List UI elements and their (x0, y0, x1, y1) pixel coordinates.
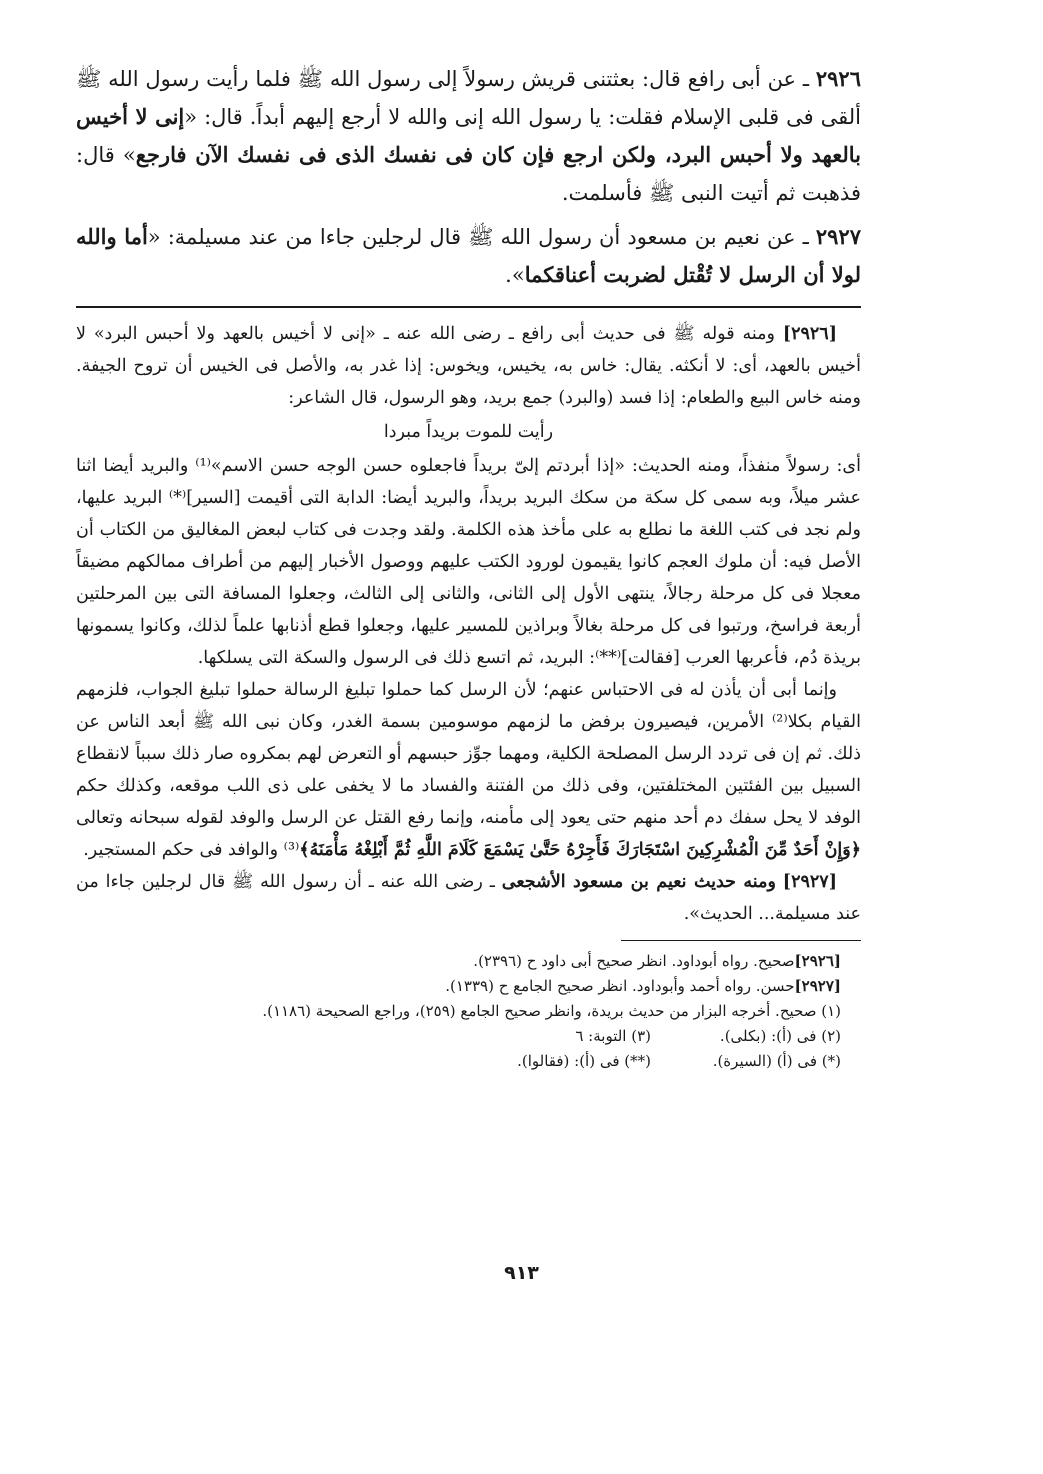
commentary-ref: [٢٩٢٧] (782, 872, 837, 892)
hadith-text-end: ». (505, 263, 525, 287)
hadith-2927 (76, 218, 861, 294)
commentary-text: ومنه قوله ﷺ فى حديث أبى رافع ـ رضى الله عنه ـ «إنى لا أخيس بالعهد ولا أحبس البرد» لا أخيس بالعهد، أى: لا أنكثه. يقال: خاس به، يخيس، ويخوس: إذا غدر به، والأصل فى الخيس أن تروح الجيفة. ومنه خاس البيع والطعام: إذا فسد (والبرد) جمع بريد، وهو الرسول، قال الشاعر: (76, 324, 861, 408)
commentary-paragraph-2926 (76, 318, 861, 414)
footnote-ref: [٢٩٢٦] (794, 952, 841, 970)
commentary-text: ـ رضى الله عنه ـ أن رسول الله ﷺ قال لرجلين جاءا من عند مسيلمة... الحديث». (76, 872, 861, 924)
footnote-star: (*) فى (أ) (السيرة). (712, 1052, 841, 1070)
hadith-quote: أما والله لولا أن الرسل لا تُقْتل لضربت أعناقكما (76, 224, 861, 287)
hadith-text-end: » قال: فذهبت ثم أتيت النبى ﷺ فأسلمت. (76, 143, 861, 205)
hadith-2926 (76, 60, 861, 212)
quran-verse: ﴿وَإِنْ أَحَدٌ مِّنَ الْمُشْرِكِينَ اسْتَجَارَكَ فَأَجِرْهُ حَتَّىٰ يَسْمَعَ كَلَامَ اللَّهِ ثُمَّ أَبْلِغْهُ مَأْمَنَهُ﴾ (299, 840, 861, 860)
commentary-text-end: ⁽³⁾ والوافد فى حكم المستجير. (83, 840, 300, 860)
page-content (76, 60, 861, 1074)
hadith-number: ٢٩٢٧ (815, 224, 861, 249)
footnote-text: حسن. رواه أحمد وأبوداود. انظر صحيح الجامع ح (١٣٣٩). (445, 977, 795, 995)
commentary-paragraph-2927 (76, 866, 861, 930)
commentary-text: وإنما أبى أن يأذن له فى الاحتباس عنهم؛ لأن الرسل كما حملوا تبليغ الرسالة حملوا تبليغ الجواب، فلزمهم القيام بكلا⁽²⁾ الأمرين، فيصيرون برفض ما لزمهم موسومين بسمة الغدر، وكان نبى الله ﷺ أبعد الناس عن ذلك. ثم إن فى تردد الرسل المصلحة الكلية، ومهما جوِّز حبسهم أو التعرض لهم بمكروه صار ذلك سبباً لانقطاع السبيل بين الفئتين المختلفتين، وفى ذلك من الفتنة والفساد ما لا يخفى على ذى اللب موقعه، وكذلك حكم الوفد لا يحل سفك دم أحد منهم حتى يعود إلى مأمنه، وإنما رفع القتل عن الرسل والوفد لقوله سبحانه وتعالى (76, 680, 861, 828)
footnote-ref: [٢٩٢٧] (794, 977, 841, 995)
page-number: ٩١٣ (504, 1262, 539, 1284)
footnote-2926 (76, 949, 841, 974)
footnote-text: صحيح. رواه أبوداود. انظر صحيح أبى داود ح (٢٣٩٦). (473, 952, 795, 970)
footnote-3: (٣) التوبة: ٦ (575, 1027, 651, 1045)
footnote-2: (٢) فى (أ): (بكلى). (719, 1027, 841, 1045)
footnote-double-star: (**) فى (أ): (فقالوا). (517, 1052, 651, 1070)
hadith-text: ـ عن نعيم بن مسعود أن رسول الله ﷺ قال لرجلين جاءا من عند مسيلمة: « (147, 225, 809, 249)
footnote-row (76, 1049, 841, 1074)
footnote-divider (621, 940, 861, 941)
commentary-ref: [٢٩٢٦] (782, 324, 837, 344)
hadith-quote: إنى لا أخيس بالعهد ولا أحبس البرد، ولكن ارجع فإن كان فى نفسك الذى فى نفسك الآن فارجع (76, 104, 861, 167)
hadith-number: ٢٩٢٦ (815, 66, 861, 91)
footnotes (76, 949, 861, 1074)
hadith-text: ـ عن أبى رافع قال: بعثتنى قريش رسولاً إلى رسول الله ﷺ فلما رأيت رسول الله ﷺ ألقى فى قلبى الإسلام فقلت: يا رسول الله إنى والله لا أرجع إليهم أبداً. قال: « (76, 67, 861, 129)
commentary-paragraph-envoys (76, 674, 861, 866)
commentary-lead: ومنه حديث نعيم بن مسعود الأشجعى (501, 872, 776, 892)
poetry-verse: رأيت للموت بريداً مبردا (383, 422, 554, 442)
footnote-row (76, 1024, 841, 1049)
footnote-1: (١) صحيح. أخرجه البزار من حديث بريدة، وانظر صحيح الجامع (٢٥٩)، وراجع الصحيحة (١١٨٦). (262, 1002, 841, 1020)
commentary-paragraph-barid: أى: رسولاً منفذاً، ومنه الحديث: «إذا أبردتم إلىّ بريداً فاجعلوه حسن الوجه حسن الاسم»⁽¹⁾ والبريد أيضا اثنا عشر ميلاً، وبه سمى كل سكة من سكك البريد بريداً، والبريد أيضا: الدابة التى أقيمت [السير]⁽*⁾ البريد عليها، ولم نجد فى كتب اللغة ما نطلع به على مأخذ هذه الكلمة. ولقد وجدت فى كتاب لبعض المغاليق من الكتاب أن الأصل فيه: أن ملوك العجم كانوا يقيمون لورود الكتب عليهم ووصول الأخبار إليهم من أطراف ممالكهم مضيقاً معجلا فى كل مرحلة رجالاً، ينتهى الأول إلى الثانى، والثانى إلى الثالث، وجعلوا المسافة التى بين المرحلتين أربعة فراسخ، ورتبوا فى كل مرحلة بغالاً وبراذين للمسير عليها، وجعلوا قطع أذنابها علماً لذلك، وكانوا يسمونها بريذة دُم، فأعربها العرب [فقالت]⁽**⁾: البريد، ثم اتسع ذلك فى الرسول والسكة التى يسلكها. (76, 456, 861, 668)
section-divider (76, 306, 861, 308)
footnote-2927 (76, 974, 841, 999)
